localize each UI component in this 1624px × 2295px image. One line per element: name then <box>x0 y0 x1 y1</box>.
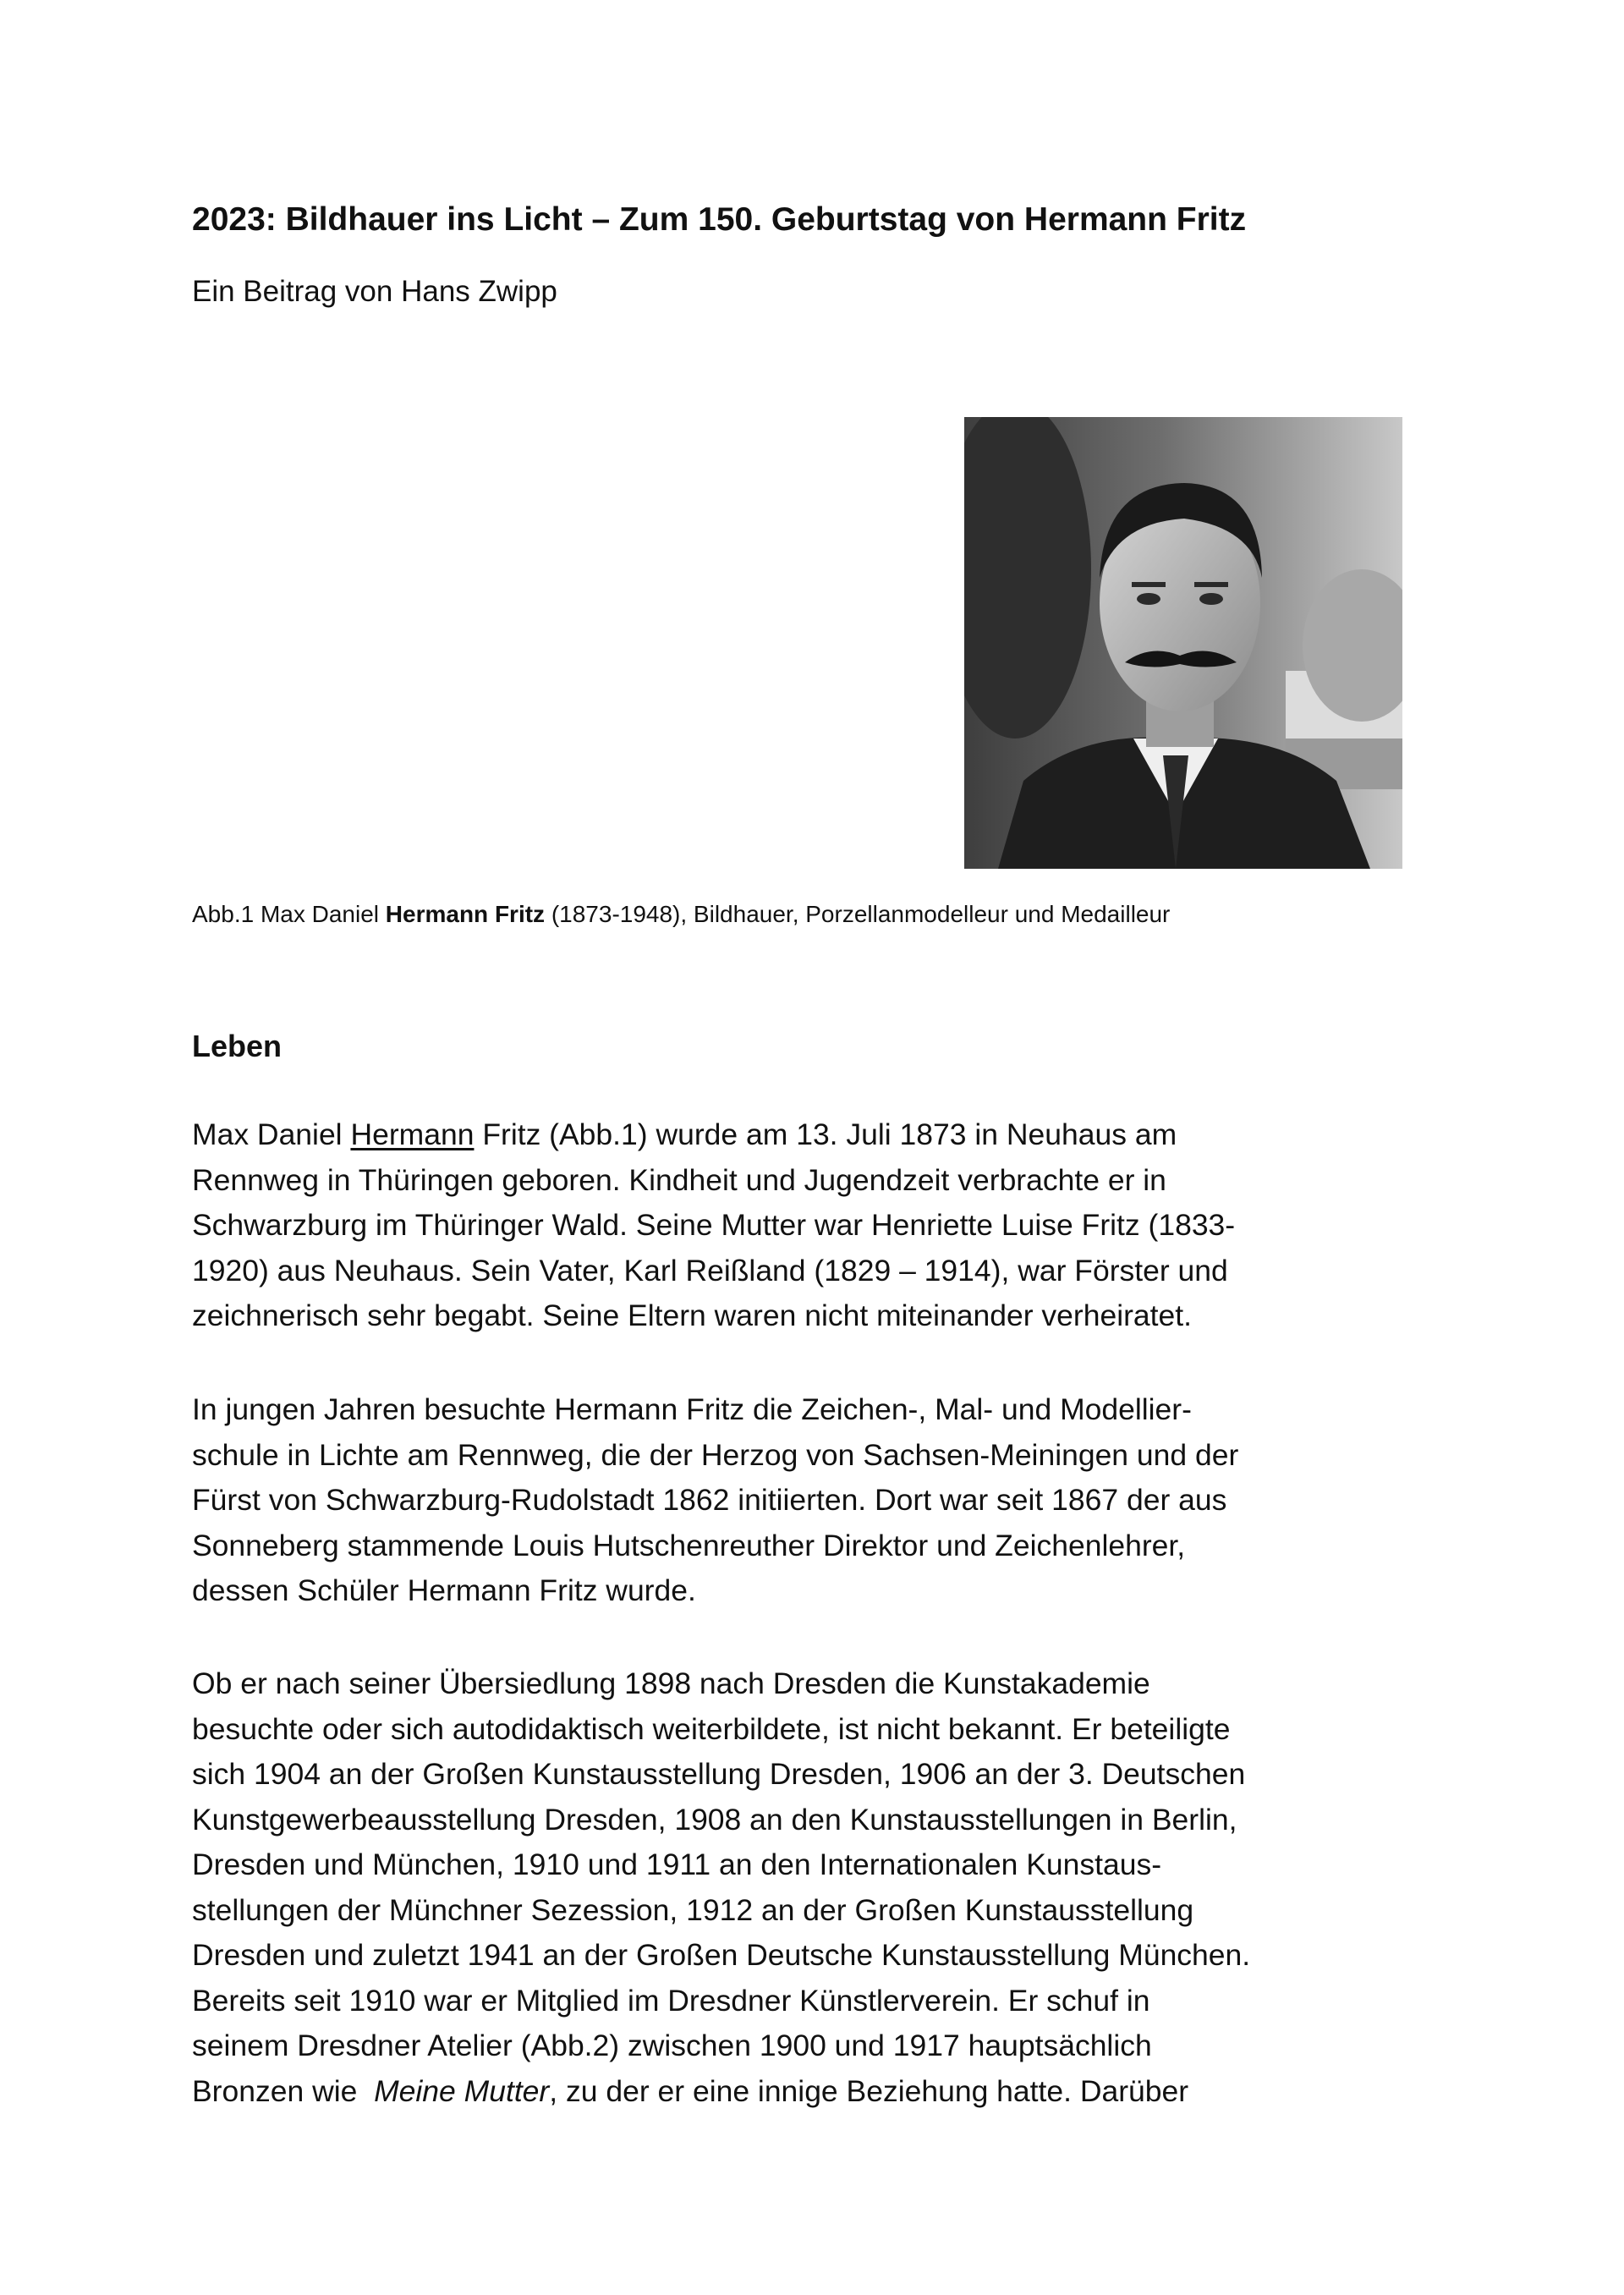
paragraph-line: Kunstgewerbeausstellung Dresden, 1908 an den Kunstausstellungen in Berlin, <box>192 1802 1237 1837</box>
portrait-photo <box>964 417 1402 869</box>
paragraph-line: Dresden und München, 1910 und 1911 an den Internationalen Kunstaus- <box>192 1848 1162 1881</box>
paragraph-line: zeichnerisch sehr begabt. Seine Eltern waren nicht miteinander verheiratet. <box>192 1298 1193 1332</box>
paragraph-line: Sonneberg stammende Louis Hutschenreuther Direktor und Zeichenlehrer, <box>192 1528 1186 1562</box>
paragraph-2 <box>192 1387 1444 1614</box>
paragraph-3 <box>192 1661 1444 2114</box>
underlined-name: Hermann <box>350 1117 475 1151</box>
text-run: Fritz (Abb.1) wurde am 13. Juli 1873 in Neuhaus am <box>474 1117 1177 1151</box>
paragraph-line: Schwarzburg im Thüringer Wald. Seine Mutter war Henriette Luise Fritz (1833- <box>192 1208 1236 1242</box>
paragraph-line: In jungen Jahren besuchte Hermann Fritz die Zeichen-, Mal- und Modellier- <box>192 1392 1192 1426</box>
paragraph-line <box>192 1112 1444 1158</box>
figure-caption <box>192 898 1444 931</box>
author-byline: Ein Beitrag von Hans Zwipp <box>192 275 557 308</box>
paragraph-line: besuchte oder sich autodidaktisch weiterbildete, ist nicht bekannt. Er beteiligte <box>192 1711 1231 1746</box>
caption-suffix: (1873-1948), Bildhauer, Porzellanmodelleur und Medailleur <box>545 901 1171 927</box>
paragraph-line: Dresden und zuletzt 1941 an der Großen Deutsche Kunstausstellung München. <box>192 1938 1251 1972</box>
section-heading: Leben <box>192 1029 283 1063</box>
paragraph-line: Fürst von Schwarzburg-Rudolstadt 1862 initiierten. Dort war seit 1867 der aus <box>192 1483 1227 1517</box>
paragraph-line: Ob er nach seiner Übersiedlung 1898 nach Dresden die Kunstakademie <box>192 1666 1150 1700</box>
italic-title: Meine Mutter <box>374 2073 550 2108</box>
paragraph-1 <box>192 1112 1444 1339</box>
paragraph-line: Bereits seit 1910 war er Mitglied im Dresdner Künstlerverein. Er schuf in <box>192 1983 1150 2018</box>
paragraph-line <box>192 2069 1444 2115</box>
paragraph-line: sich 1904 an der Großen Kunstausstellung Dresden, 1906 an der 3. Deutschen <box>192 1757 1246 1791</box>
text-run: Max Daniel <box>192 1117 351 1151</box>
paragraph-line: seinem Dresdner Atelier (Abb.2) zwischen 1900 und 1917 hauptsächlich <box>192 2029 1152 2062</box>
text-run: , zu der er eine innige Beziehung hatte. Darüber <box>549 2073 1189 2108</box>
text-run: Bronzen wie <box>192 2073 375 2108</box>
document-title: 2023: Bildhauer ins Licht – Zum 150. Geburtstag von Hermann Fritz <box>192 201 1247 238</box>
paragraph-line: dessen Schüler Hermann Fritz wurde. <box>192 1573 696 1607</box>
paragraph-line: 1920) aus Neuhaus. Sein Vater, Karl Reißland (1829 – 1914), war Förster und <box>192 1253 1228 1288</box>
paragraph-line: Rennweg in Thüringen geboren. Kindheit und Jugendzeit verbrachte er in <box>192 1162 1166 1197</box>
paragraph-line: stellungen der Münchner Sezession, 1912 an der Großen Kunstausstellung <box>192 1892 1194 1927</box>
caption-prefix: Abb.1 Max Daniel <box>192 901 386 927</box>
paragraph-line: schule in Lichte am Rennweg, die der Herzog von Sachsen-Meiningen und der <box>192 1437 1239 1472</box>
caption-name: Hermann Fritz <box>385 901 546 927</box>
